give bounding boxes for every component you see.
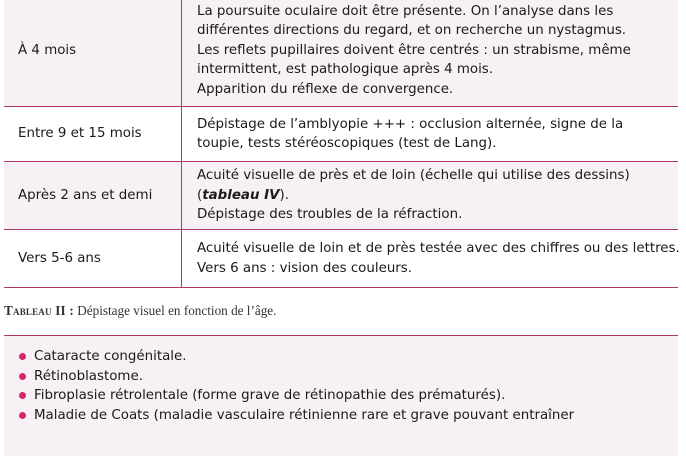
description-line: toupie, tests stéréoscopiques (test de Lang). xyxy=(197,136,497,151)
description-line: La poursuite oculaire doit être présente. On l’analyse dans les xyxy=(197,3,614,19)
paren-close: ). xyxy=(279,187,289,203)
table-caption xyxy=(4,303,276,319)
description-cell xyxy=(182,162,679,230)
description-line xyxy=(197,186,672,206)
table-row xyxy=(4,162,678,230)
list-item xyxy=(19,367,678,387)
description-cell xyxy=(182,107,679,162)
table-row xyxy=(4,0,678,107)
description-line: Apparition du réflexe de convergence. xyxy=(197,81,454,97)
description-line: Les reflets pupillaires doivent être centrés : un strabisme, même xyxy=(197,42,631,58)
description-line: Dépistage de l’amblyopie +++ : occlusion alternée, signe de la xyxy=(197,116,624,132)
screening-table xyxy=(4,0,678,288)
description-line: intermittent, est pathologique après 4 mois. xyxy=(197,62,494,78)
paren-open: ( xyxy=(197,187,203,203)
bullet-icon xyxy=(19,412,26,419)
age-cell: À 4 mois xyxy=(4,0,182,107)
list-item-text: Fibroplasie rétrolentale (forme grave de rétinopathie des prématurés). xyxy=(34,388,506,403)
description-line: Acuité visuelle de près et de loin (échelle qui utilise des dessins) xyxy=(197,168,630,184)
list-item xyxy=(19,386,678,406)
table-reference: tableau IV xyxy=(202,187,280,203)
list-item xyxy=(19,406,678,426)
age-cell: Vers 5-6 ans xyxy=(4,230,182,288)
list-item-text: Rétinoblastome. xyxy=(34,368,143,384)
list-item-text: Maladie de Coats (maladie vasculaire rétinienne rare et grave pouvant entraîner xyxy=(34,407,575,423)
age-cell: Après 2 ans et demi xyxy=(4,162,182,230)
table-row xyxy=(4,107,678,162)
list-item-text: Cataracte congénitale. xyxy=(34,349,187,364)
caption-label: Tableau II : xyxy=(4,303,74,318)
table-row xyxy=(4,230,678,288)
description-line: Vers 6 ans : vision des couleurs. xyxy=(197,260,413,276)
pathology-list xyxy=(4,336,678,425)
description-cell xyxy=(182,230,679,288)
description-line: différentes directions du regard, et on recherche un nystagmus. xyxy=(197,23,627,39)
bullet-icon xyxy=(19,392,26,399)
description-line: Dépistage des troubles de la réfraction. xyxy=(197,207,463,223)
description-cell xyxy=(182,0,679,107)
age-cell: Entre 9 et 15 mois xyxy=(4,107,182,162)
list-item xyxy=(19,347,678,367)
pathology-box xyxy=(4,335,678,456)
bullet-icon xyxy=(19,373,26,380)
bullet-icon xyxy=(19,353,26,360)
description-line: Acuité visuelle de loin et de près testée avec des chiffres ou des lettres. xyxy=(197,241,680,256)
caption-text: Dépistage visuel en fonction de l’âge. xyxy=(73,303,277,318)
